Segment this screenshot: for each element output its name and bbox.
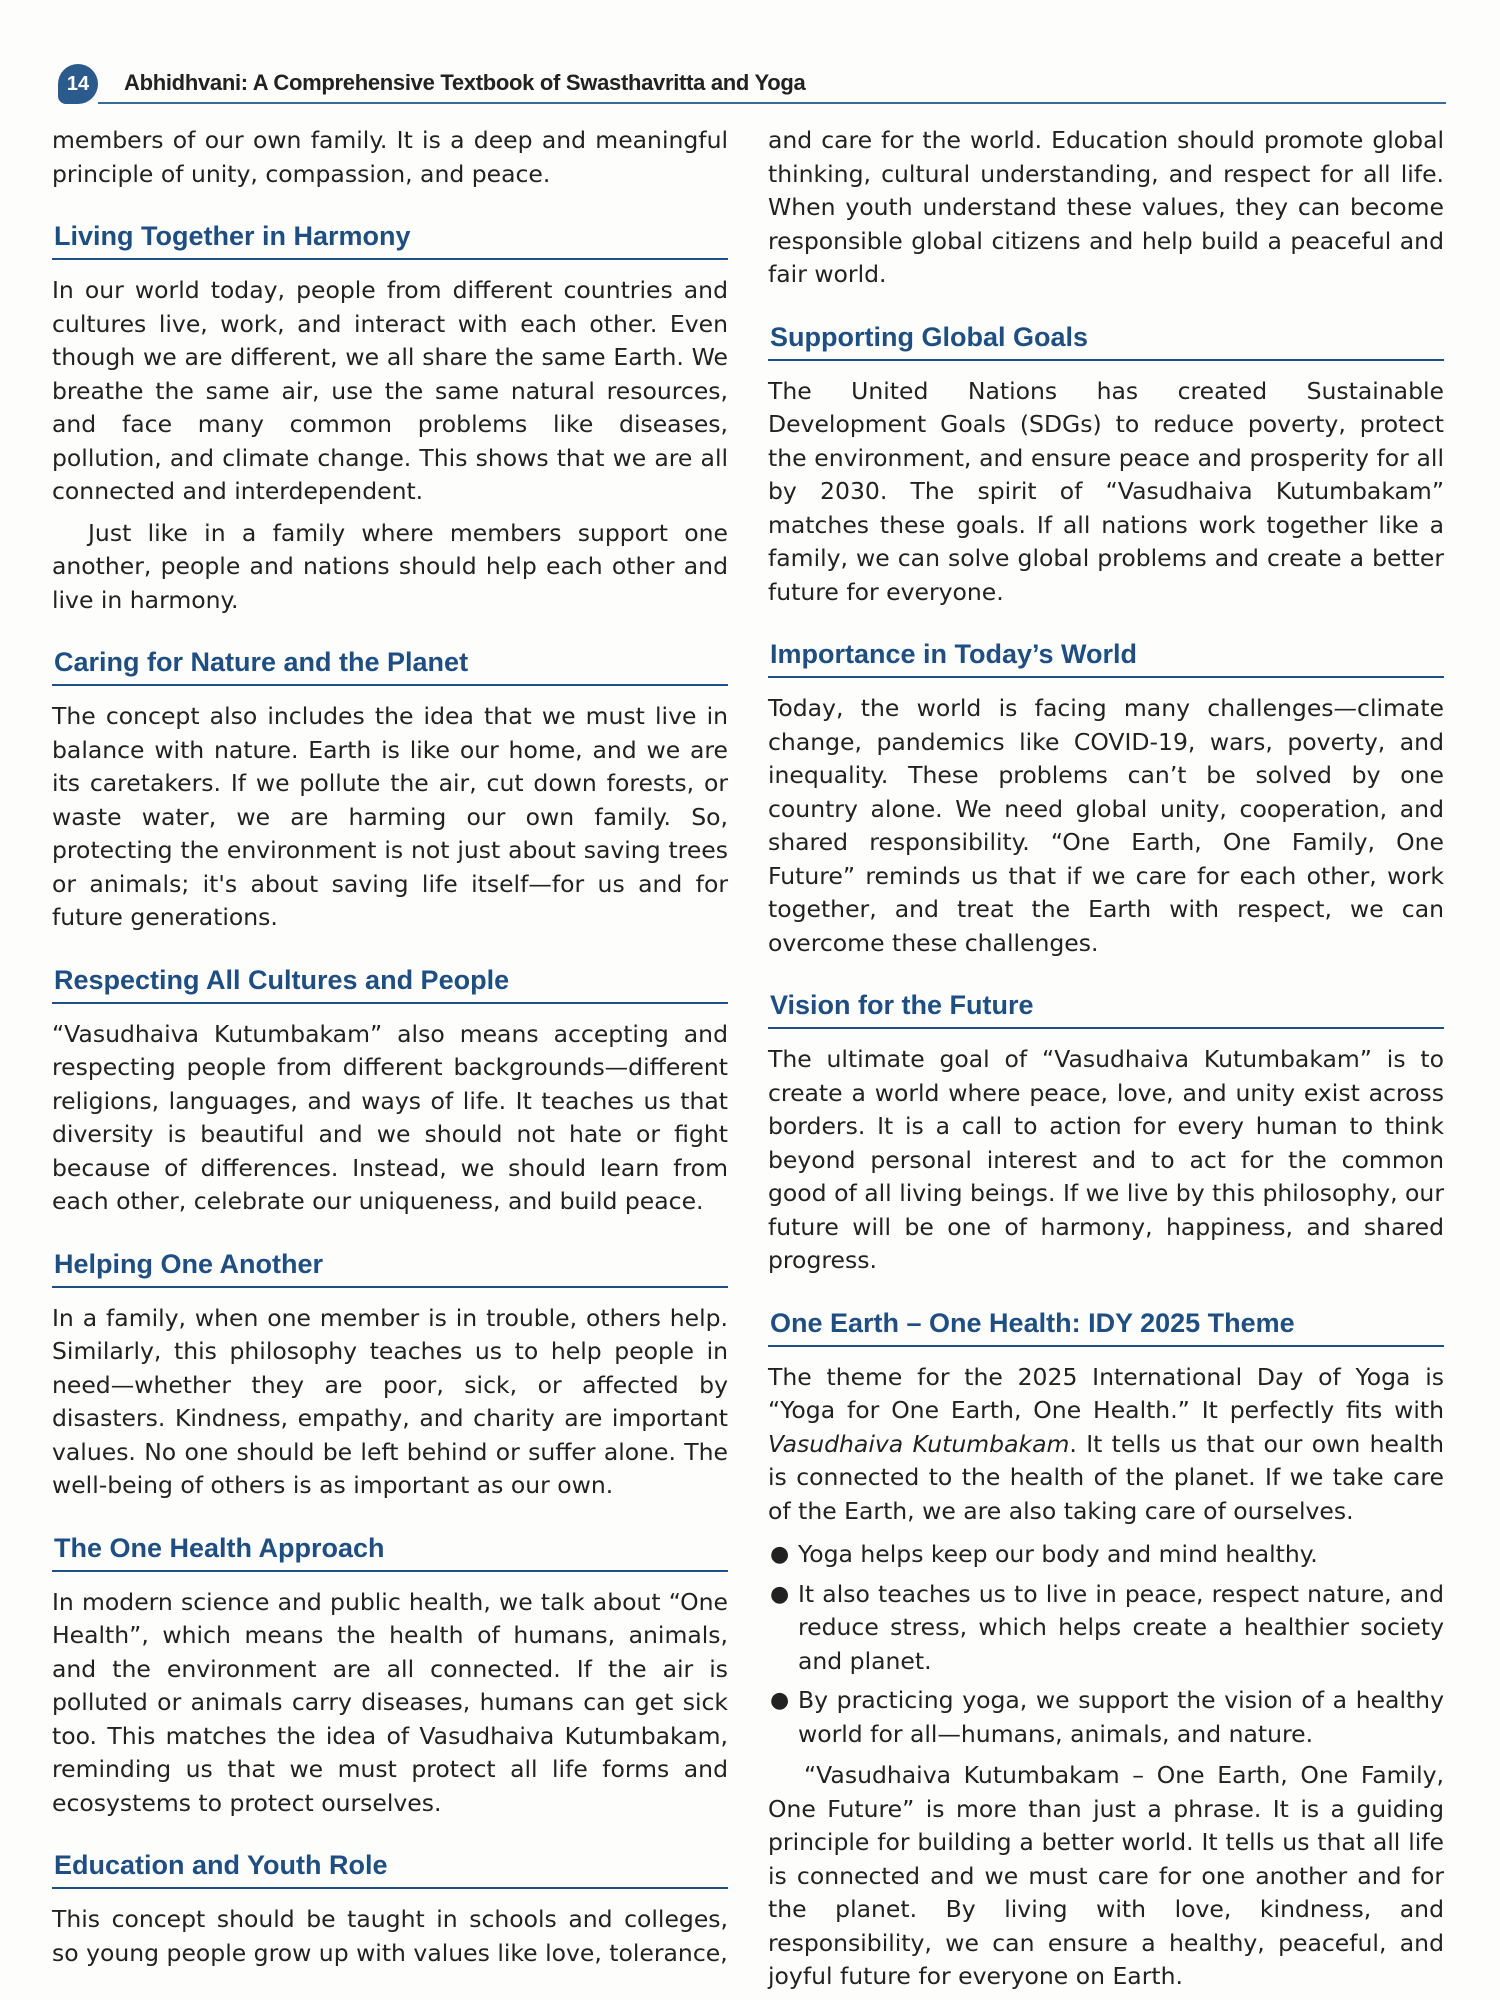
list-item [768, 1538, 1444, 1572]
header-rule [98, 102, 1446, 104]
section-living-together [52, 221, 728, 617]
paragraph [768, 1361, 1444, 1529]
section-heading: Education and Youth Role [52, 1850, 728, 1889]
paragraph: Just like in a family where members support one another, people and nations should help each other and live in harmony. [52, 518, 728, 614]
book-title: Abhidhvani: A Comprehensive Textbook of Swasthavritta and Yoga [124, 70, 806, 95]
paragraph: This concept should be taught in schools and colleges, so young people grow up with values like love, tolerance, [52, 1905, 728, 1967]
bullet-icon: ● [770, 1542, 790, 1567]
section-heading: Vision for the Future [768, 990, 1444, 1029]
paragraph: In a family, when one member is in trouble, others help. Similarly, this philosophy teaches us to help people in need—whether they are poor, sick, or affected by disasters. Kindness, empathy, and charity are important values. No one should be left behind or suffer alone. The well-being of others is as important as our own. [52, 1303, 728, 1499]
list-item [768, 1578, 1444, 1679]
bullet-list [768, 1538, 1444, 1751]
page-header [58, 64, 1446, 108]
list-item [768, 1684, 1444, 1751]
paragraph: Today, the world is facing many challenges—climate change, pandemics like COVID-19, wars, poverty, and inequality. These problems can’t be solved by one country alone. We need global unity, cooperation, and shared responsibility. “One Earth, One Family, One Future” reminds us that if we care for each other, work together, and treat the Earth with respect, we can overcome these challenges. [768, 694, 1444, 957]
paragraph: The United Nations has created Sustainable Development Goals (SDGs) to reduce poverty, protect the environment, and ensure peace and prosperity for all by 2030. The spirit of “Vasudhaiva Kutumbakam” matches these goals. If all nations work together like a family, we can solve global problems and create a better future for everyone. [768, 376, 1444, 606]
text-span: The theme for the 2025 International Day of Yoga is “Yoga for One Earth, One Health.” It perfectly fits with [768, 1362, 1444, 1424]
text-span: . It tells us that our own health is connected to the health of the planet. If we take care of the Earth, we are also taking care of ourselves. [768, 1429, 1444, 1525]
paragraph: The ultimate goal of “Vasudhaiva Kutumbakam” is to create a world where peace, love, and unity exist across borders. It is a call to action for every human to think beyond personal interest and to act for the common good of all living beings. If we live by this philosophy, our future will be one of harmony, happiness, and shared progress. [768, 1045, 1444, 1274]
list-item-text: By practicing yoga, we support the vision of a healthy world for all—humans, animals, and nature. [798, 1686, 1444, 1748]
right-column [768, 124, 1444, 1994]
section-helping-one-another [52, 1249, 728, 1503]
paragraph: The concept also includes the idea that we must live in balance with nature. Earth is like our home, and we are its caretakers. If we pollute the air, cut down forests, or waste water, we are harming our own family. So, protecting the environment is not just about saving trees or animals; it's about saving life itself—for us and for future generations. [52, 702, 728, 931]
section-heading: Importance in Today’s World [768, 639, 1444, 678]
section-supporting-global-goals [768, 322, 1444, 610]
bullet-icon: ● [770, 1688, 790, 1713]
section-heading: Living Together in Harmony [52, 221, 728, 260]
section-heading: The One Health Approach [52, 1533, 728, 1572]
section-heading: Helping One Another [52, 1249, 728, 1288]
paragraph: “Vasudhaiva Kutumbakam” also means accepting and respecting people from different backgrounds—different religions, languages, and ways of life. It teaches us that diversity is beautiful and we should not hate or fight because of differences. Instead, we should learn from each other, celebrate our uniqueness, and build peace. [52, 1019, 728, 1215]
page-number-badge: 14 [58, 64, 98, 104]
section-heading: Respecting All Cultures and People [52, 965, 728, 1004]
section-heading: Supporting Global Goals [768, 322, 1444, 361]
bullet-icon: ● [770, 1581, 790, 1607]
left-column [52, 124, 728, 1970]
paragraph: In modern science and public health, we talk about “One Health”, which means the health of humans, animals, and the environment are all connected. If the air is polluted or animals carry diseases, humans can get sick too. This matches the idea of Vasudhaiva Kutumbakam, reminding us that we must protect all life forms and ecosystems to protect ourselves. [52, 1587, 728, 1817]
section-education-youth [52, 1850, 728, 1970]
paragraph: In our world today, people from different countries and cultures live, work, and interact with each other. Even though we are different, we all share the same Earth. We breathe the same air, use the same natural resources, and face many common problems like diseases, pollution, and climate change. This shows that we are all connected and interdependent. [52, 276, 728, 505]
section-respecting-cultures [52, 965, 728, 1219]
section-vision-future [768, 990, 1444, 1278]
list-item-text: It also teaches us to live in peace, respect nature, and reduce stress, which helps create a healthier society and planet. [798, 1579, 1444, 1675]
section-heading: One Earth – One Health: IDY 2025 Theme [768, 1308, 1444, 1347]
right-intro-paragraph: and care for the world. Education should promote global thinking, cultural understanding, and respect for all life. When youth understand these values, they can become responsible global citizens and help build a peaceful and fair world. [768, 126, 1444, 288]
section-importance-today [768, 639, 1444, 960]
section-idy-2025-theme [768, 1308, 1444, 1994]
italic-term: Vasudhaiva Kutumbakam [768, 1429, 1070, 1458]
list-item-text: Yoga helps keep our body and mind healthy. [798, 1540, 1318, 1568]
section-caring-for-nature [52, 647, 728, 935]
left-intro-paragraph: members of our own family. It is a deep and meaningful principle of unity, compassion, and peace. [52, 126, 728, 188]
section-heading: Caring for Nature and the Planet [52, 647, 728, 686]
closing-paragraph: “Vasudhaiva Kutumbakam – One Earth, One Family, One Future” is more than just a phrase. It is a guiding principle for building a better world. It tells us that all life is connected and we must care for one another and for the planet. By living with love, kindness, and responsibility, we can ensure a healthy, peaceful, and joyful future for everyone on Earth. [768, 1761, 1444, 1990]
section-one-health-approach [52, 1533, 728, 1821]
